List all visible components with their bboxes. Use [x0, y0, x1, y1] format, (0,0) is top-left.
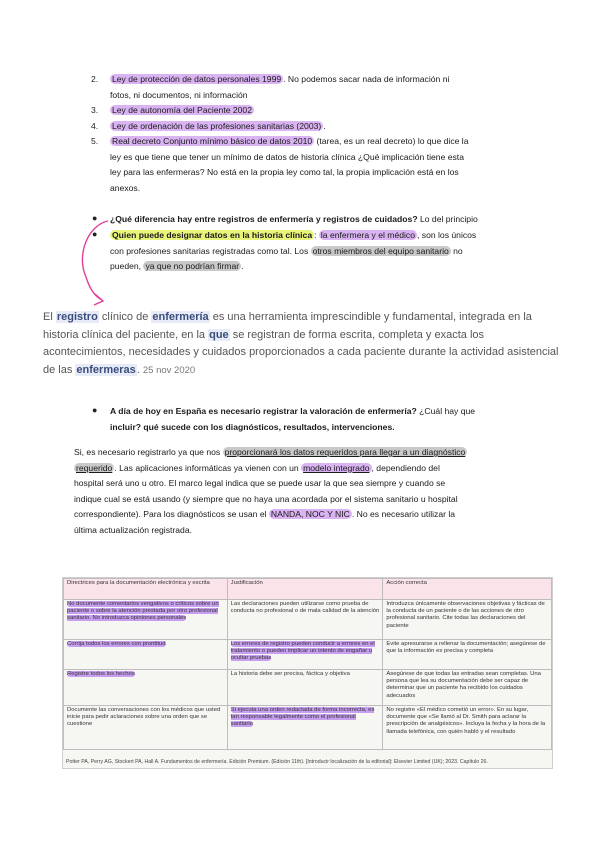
table-cell: No documente comentarios vengativos o críticos sobre un paciente o sobre la atención prestada por otro profesional sanitario. No introduzca opiniones personales	[67, 601, 219, 622]
bullet-question-3: A día de hoy en España es necesario registrar la valoración de enfermería? ¿Cuál hay que incluir? qué sucede con los diagnósticos, resultados, intervenciones.	[110, 406, 476, 432]
table-header: Directrices para la documentación electrónica y escrita	[64, 579, 228, 600]
table-row	[64, 670, 552, 706]
list-num-2: 2.	[91, 74, 99, 84]
table-header-row	[64, 579, 552, 600]
list-item-2: Ley de protección de datos personales 1999 . No podemos sacar nada de información ni fotos, ni documentos, ni información	[110, 74, 450, 100]
table-cell: Evite apresurarse a rellenar la documentación; asegúrese de que la información es precisa y completa	[383, 640, 552, 670]
list-num-4: 4.	[91, 121, 99, 131]
bullet-dot: ●	[92, 405, 98, 415]
table-cell: Si ejecuta una orden redactada de forma incorrecta, es tan responsable legalmente como el profesional sanitario	[230, 707, 375, 728]
law-title-2010: Real decreto Conjunto mínimo básico de datos 2010	[112, 136, 313, 146]
bullet-dot: ●	[92, 229, 98, 239]
documentation-guidelines-table-image	[62, 577, 553, 769]
table-cell: Las declaraciones pueden utilizarse como prueba de conducta no profesional o de mala calidad de la atención	[227, 600, 383, 640]
table-row	[64, 600, 552, 640]
law-title-2002: Ley de autonomía del Paciente 2002	[112, 105, 252, 115]
law-title-1999: Ley de protección de datos personales 1999	[112, 74, 282, 84]
list-num-3: 3.	[91, 105, 99, 115]
table-cell: Registre todos los hechos	[67, 671, 135, 677]
law-title-2003: Ley de ordenación de las profesiones sanitarias (2003)	[112, 121, 322, 131]
quote-date: 25 nov 2020	[142, 364, 196, 376]
table-cell: Documente las conversaciones con los médicos que usted inicie para pedir aclaraciones sobre una orden que se cuestione	[64, 706, 228, 750]
table-cell: Corrija todos los errores con prontitud	[67, 641, 166, 647]
table-cell: La historia debe ser precisa, fáctica y objetiva	[227, 670, 383, 706]
table-header: Justificación	[227, 579, 383, 600]
table-cell: Asegúrese de que todas las entradas sean completas. Una persona que lea su documentación debe ser capaz de determinar que un paciente ha recibido los cuidados adecuados	[383, 670, 552, 706]
table-row	[64, 706, 552, 750]
quoted-definition: El registro clínico de enfermería es una herramienta imprescindible y fundamental, integrada en la historia clínica del paciente, en la que se registran de forma escrita, completa y exacta los acontecimientos, necesidades y cuidados proporcionados a cada paciente durante la actividad asistencial de las enfermeras. 25 nov 2020	[43, 311, 559, 376]
list-item-3	[110, 103, 254, 119]
table-header: Acción correcta	[383, 579, 552, 600]
table-cell: Los errores de registro pueden conducir a errores en el tratamiento o pueden implicar un intento de engañar u ocultar pruebas	[230, 641, 375, 662]
table-cell: No registre «El médico cometió un error». En su lugar, documente que «Se llamó al Dr. Smith para aclarar la prescripción de analgésicos». Incluya la fecha y la hora de la llamada telefónica, con quién habló y el resultado	[383, 706, 552, 750]
table-cell: Introduzca únicamente observaciones objetivas y fácticas de la conducta de un paciente o de las acciones de otro profesional sanitario. Cite todas las declaraciones del paciente	[383, 600, 552, 640]
bullet-question-2: Quien puede designar datos en la historia clínica : la enfermera y el médico , son los únicos con profesiones sanitarias registradas como tal. Los otros miembros del equipo sanitario no pueden, ya que no podrían firmar .	[110, 230, 477, 272]
bullet-dot: ●	[92, 213, 98, 223]
answer-paragraph: Si, es necesario registrarlo ya que nos proporcionará los datos requeridos para llegar a un diagnóstico requerido . Las aplicaciones informáticas ya vienen con un modelo integrado , dependiendo del hospital será uno u otro. El marco legal indica que se puede usar la que sea siempre y cuando se indique cual se está usando (y siempre que no haya una acordada por el sistema sanitario u hospital correspondiente). Para los diagnósticos se usan el NANDA, NOC Y NIC . No es necesario utilizar la última actualización registrada.	[74, 447, 466, 535]
bullet-question-1: ¿Qué diferencia hay entre registros de enfermería y registros de cuidados? Lo del principio	[110, 214, 478, 224]
guidelines-table	[63, 578, 552, 750]
table-row	[64, 640, 552, 670]
list-item-4: Ley de ordenación de las profesiones sanitarias (2003) .	[112, 121, 326, 131]
list-num-5: 5.	[91, 136, 99, 146]
list-item-5: Real decreto Conjunto mínimo básico de datos 2010 (tarea, es un real decreto) lo que dice la ley es que tiene que tener un mínimo de datos de historia clínica ¿Qué implicación tiene esta ley para las enfermeras? No está en la propia ley como tal, la propia implicación está en los anexos.	[110, 136, 469, 193]
table-source-citation: Potter PA, Perry AG, Stockert PA, Hall A. Fundamentos de enfermería. Edición Premium. (Edición 11th). [Introducir localización de la editorial]: Elsevier Limited (UK); 2023. Capítulo 26.	[66, 759, 488, 765]
